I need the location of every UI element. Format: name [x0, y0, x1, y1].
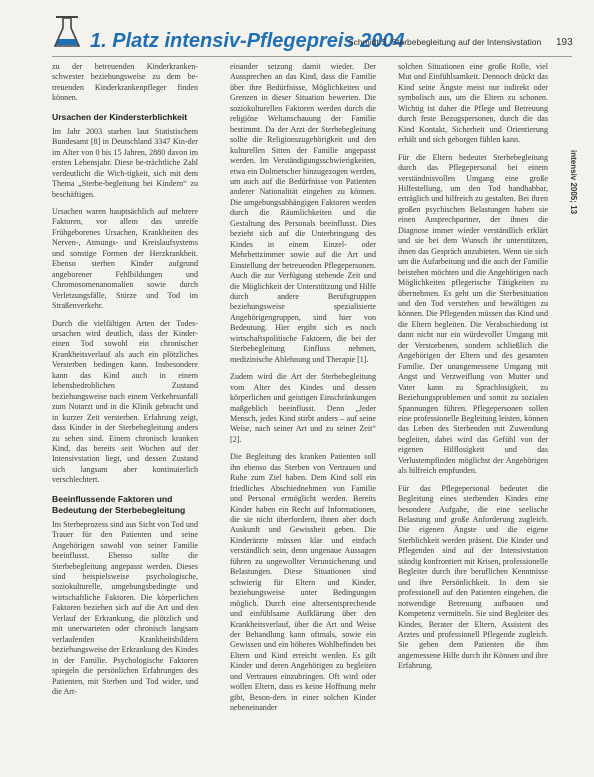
paragraph: Die Begleitung des kranken Patienten soll ihn ebenso das Sterben von Vertrauen und Ruhe zum Ziel haben. Dem Kind soll ein friedliches Abschiednehmen von Familie und Personal ermöglicht werden. Bereits Kinder haben ein Recht auf Informationen, die sie nicht überfordern, ihnen aber doch Auskunft und Gewissheit geben. Die Kinderärzte müssen klar und einfach verständlich sein, denn ungenaue Aussagen führen zu ungewollter Verunsicherung und Belastungen. Diese Situationen sind schwierig für Eltern und Kinder, beziehungsweise unter Bedingungen möglich. Durch eine altersentsprechende und einfühlsame Aufklärung über den Krankheitsverlauf, über die Art und Weise der Behandlung kann oftmals, sowie ein Gewissen und ein höheres Wohlbefinden bei Eltern und Kind erreicht werden. Es gilt Kinder und deren Angehörigen zu begleiten und Vertrauen einzubringen. Oft wird oder wollen Eltern, dass es keine Hoffnung mehr gibt, Beson-ders in einer solchen Kinder nebeneinander: [230, 452, 376, 713]
paragraph: Ursachen waren hauptsächlich auf mehrere Faktoren, vor allem das unreife Frühgeborenes Ursachen, Krankheiten des Nerven-, Atmungs- und Kreislaufsystems und sonstige Formen der Herzkrankheit. Ebenso sterben Kinder aufgrund angeborener Fehlbildungen und Chromosomenanomalien sowie durch Verletzungsfälle, Stürze und Tod im Straßenverkehr.: [52, 206, 198, 311]
section-heading: Beeinflussende Faktoren und Bedeutung der Sterbebegleitung: [52, 493, 186, 515]
paragraph: solchen Situationen eine große Rolle, viel Mut und Einfühlsamkeit. Dennoch drückt das Kind seine Ängste meist nur indirekt oder symbolisch aus, um die Eltern zu schonen. Wichtig ist daher die Pflege und Betreuung durch feste Bezugspersonen, durch die das Kind Kontakt, Sicherheit und Orientierung erhält und sich geborgen fühlen kann.: [398, 62, 548, 145]
flask-icon: [52, 14, 82, 50]
paragraph: Durch die vielfältigen Arten der Todes-ursachen wird deutlich, dass der Kinder-einen Tod sowohl ein chronischer Krankheitsverlauf als auch ein plötzliches Versterben bedingen kann. Insbesondere kann das Kind auch in einem lebensbedrohlichen Zustand beziehungsweise nach einem Verkehrsunfall zum Notarzt und in die Klinik gebracht und in kurzer Zeit versterben. Erfahrung zeigt, dass Kinder in der Sterbebegleitung anders zu sehen sind. Einem chronisch kranken Kind, das bereits seit Wochen auf der Intensivstation liegt, und dessen Zustand sich langsam aber kontinuierlich verschlechtert.: [52, 318, 198, 485]
page-title: 1. Platz intensiv-Pflegepreis 2004: [90, 30, 405, 52]
paragraph: zu der betreuenden Kinderkranken-schwester beziehungsweise zu dem be-treuenden Kinderkrankenpfleger finden können.: [52, 62, 198, 103]
journal-reference: intensiv 2005; 13: [569, 150, 578, 215]
paragraph: Zudem wird die Art der Sterbebegleitung vom Alter des Kindes und dessen körperlichen und geistigen Einschränkungen maßgeblich beeinflusst. Denn „Jeder Mensch, jedes Kind stirbt anders – auf seine Weise, nach seiner Art und zu seiner Zeit“ [2].: [230, 372, 376, 444]
text-column-right: [398, 62, 548, 679]
text-column-left: [52, 62, 198, 704]
paragraph: Für die Eltern bedeutet Sterbebegleitung durch das Pflegepersonal bei einem verständnisvollen Umgang eine große Hilfestellung, um den Tod handhabbar, erträglich und hilfreich zu gestalten. Bei ihren großen psychischen Belastungen haben sie einen Ansprechpartner, der ihnen die Diagnose immer wieder verständlich erklärt und sie bei dem Wunsch ihr unterstützen, ihnen das Gespräch anzubieten. Wenn sie sich um die Aufarbeitung und die auch der Familie beistehen möchten und die Angehörigen nach Möglichkeiten pflegerische Tätigkeiten zu übernehmen. Es geht um die Sterbesituation und den Tod verstehen und bewältigen zu können. Die Pflegenden müssen das Kind und die Eltern begleiten. Die Verabschiedung ist dann nicht nur ein würdevoller Umgang mit der Verstorbenen, sondern schließlich die Angehörigen der Eltern und des gesamten Familie. Der unangemessene Umgang mit Angst und Verzweiflung von Mutter und Vater kann zu Sprachlosigkeit, zu Beziehungsproblemen und somit zu sozialen Spannungen führen. Pflegepersonen sollen eine professionelle Begleitung leisten, können das Leben des Sterbenden mit Zuwendung begleiten, dabei wird das Gefühl von der eigenen Hilflosigkeit und das Verlustempfinden möglichst der Angehörigen als hilfreich empfunden.: [398, 152, 548, 476]
paragraph: Im Jahr 2003 starben laut Statistischem Bundesamt [8] in Deutschland 3347 Kin-der im Alter von 0 bis 15 Jahren, 2880 davon im ersten Lebensjahr. Diese be-trächtliche Zahl verdeutlicht die Wich-tigkeit, sich mit dem Thema „Sterbe-begleitung bei Kindern“ zu beschäftigen.: [52, 126, 198, 199]
section-heading: Ursachen der Kindersterblichkeit: [52, 111, 188, 122]
paragraph: Für das Pflegepersonal bedeutet die Begleitung eines sterbenden Kindes eine besondere Aufgabe, die eine seelische Belastung und große Anforderung zugleich. Die eigenen Ängste und die eigene Sterblichkeit werden präsent. Die Kinder und Pflegenden sind auf der Intensivstation ständig konfrontiert mit Krisen, professionelle Begleiter durch ihre beruflichen Kenntnisse und ihre Persönlichkeit. In dem sie professionell auf den Patienten eingehen, die notwendige Betreuung aufbauen und Kompetenz vermitteln. Sie sind Begleiter des Kindes, Berater der Eltern, Assistent des Arztes und professionell Pflegende zugleich. Sie geben dem Patienten die ihm angemessene Hilfe durch ihr Können und ihre Erfahrung.: [398, 483, 548, 671]
page-number: 193: [556, 37, 573, 48]
paragraph: Im Sterbeprozess sind aus Sicht von Tod und Trauer für den Patienten und seine Angehörigen sowohl von seiner Familie beeinflusst. Ebenso sollte die Sterbebegleitung angepasst werden. Dieses sind beispielsweise psychologische, soziokulturelle, umgebungsbedingte und wirtschaftliche Faktoren. Die körperlichen Faktoren beziehen sich auf die Art und den Verlauf der Erkrankung, die plötzlich und mit unerwarteten oder chronisch langsam verlaufenden Krankheitsbildern beziehungsweise der Erkrankung des Kindes in der Familie. Psychologische Faktoren spiegeln die persönlichen Erfahrungen des Patienten, mit Sterben und Tod wider, und die Art-: [52, 519, 198, 697]
running-header: Schmidt S. Sterbebegleitung auf der Intensivstation: [348, 37, 542, 47]
paragraph: einander setzung damit wieder. Der Aussprechen an das Kind, dass die Familie über ihre Bedürfnisse, Möglichkeiten und Grenzen in dieser Situation bewerten. Die soziokulturellen Faktoren werden durch die religiöse Weltanschauung der Familie bestimmt. Da der Arzt der Sterbebegleitung sollte die Religionszugehörigkeit und den kulturellen Sitten der Familie angepasst werden. Im Verständigungsschwierigkeiten, etwa ein Dolmetscher hinzugezogen werden, um auch auf die Bedürfnisse von Patienten anderer Nationalität eingehen zu können. Die umgebungsabhängigen Faktoren werden durch die Räumlichkeiten und die Gestaltung des Personals beeinflusst. Dies bezieht sich auf die Unterbringung des Kindes in einem Einzel- oder Mehrbettzimmer sowie auf die Art und Einstellung der betreuenden Pflegepersonen. Auch die zur Verfügung stehende Zeit und die Möglichkeit der Unterstützung und Hilfe durch andere Berufsgruppen beziehungsweise spezialisierte Angehörigengruppen, sind hier von Bedeutung. Hier ergibt sich es noch wirtschaftspolitische Faktoren, die bei der Sterbebegleitung Einfluss nehmen, medizinische Ablehnung und Therapie [1].: [230, 62, 376, 364]
header-rule: [52, 56, 572, 57]
page-header: [0, 0, 594, 60]
text-column-middle: [230, 62, 376, 721]
